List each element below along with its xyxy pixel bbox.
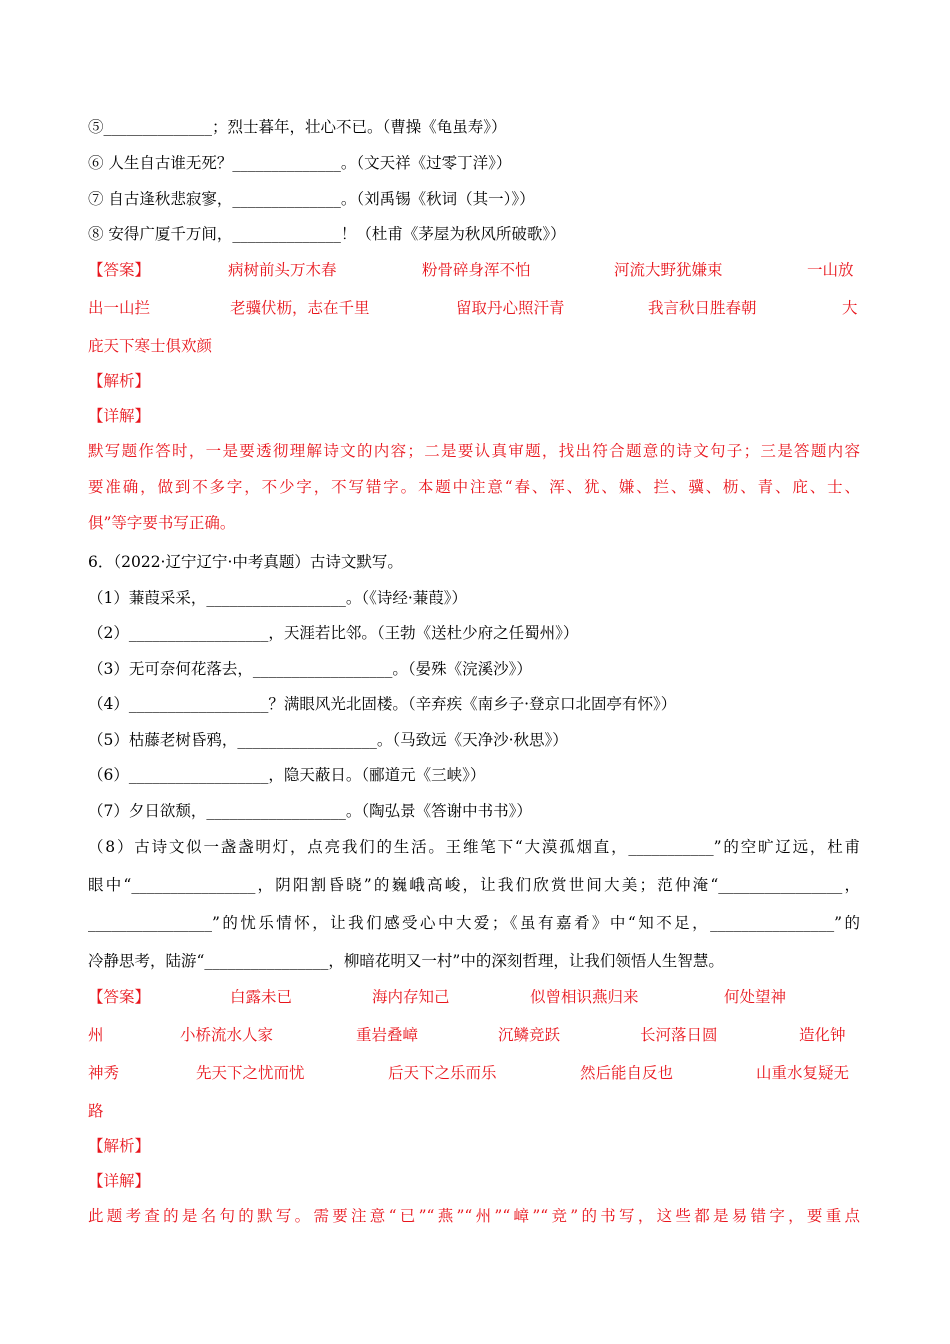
q5-detail-line-1: 默写题作答时，一是要透彻理解诗文的内容；二是要认真审题，找出符合题意的诗文句子；三是答题内容 — [88, 442, 860, 460]
answer-item: 重岩叠嶂 — [356, 1026, 419, 1044]
q5-analysis-label: 【解析】 — [88, 372, 151, 390]
q6-item-2: （2）__________________，天涯若比邻。（王勃《送杜少府之任蜀州》） — [88, 624, 579, 642]
answer-item: 留取丹心照汗青 — [456, 299, 565, 317]
answer-item: 造化钟 — [799, 1026, 846, 1044]
q6-answer-row-2 — [88, 1023, 860, 1047]
q6-item-6: （6）__________________，隐天蔽日。（郦道元《三峡》） — [88, 766, 486, 784]
answer-item: 何处望神 — [724, 988, 787, 1006]
answer-item: 后天下之乐而乐 — [388, 1064, 497, 1082]
q5-item-7: ⑦ 自古逢秋悲寂寥，______________。（刘禹锡《秋词（其一）》） — [88, 190, 535, 208]
q6-item-7: （7）夕日欲颓，__________________。（陶弘景《答谢中书书》） — [88, 802, 532, 820]
q6-item-4: （4）__________________？满眼风光北固楼。（辛弃疾《南乡子·登京口北固亭有怀》） — [88, 695, 677, 713]
answer-item: 路 — [88, 1102, 104, 1120]
answer-item: 出一山拦 — [88, 299, 151, 317]
q5-detail-line-3: 俱”等字要书写正确。 — [88, 514, 236, 532]
q6-item-8-line-1: （8）古诗文似一盏盏明灯，点亮我们的生活。王维笔下“大漠孤烟直，___________”的空旷辽远，杜甫 — [88, 838, 860, 856]
answer-item: 州 — [88, 1026, 104, 1044]
q6-answer-row-1 — [88, 985, 860, 1009]
answer-item: 山重水复疑无 — [756, 1064, 850, 1082]
answer-item: 长河落日圆 — [640, 1026, 718, 1044]
q6-detail-label: 【详解】 — [88, 1172, 151, 1190]
q5-item-6: ⑥ 人生自古谁无死？______________。（文天祥《过零丁洋》） — [88, 154, 512, 172]
q5-item-8: ⑧ 安得广厦千万间，______________！（杜甫《茅屋为秋风所破歌》） — [88, 225, 566, 243]
answer-item: 然后能自反也 — [580, 1064, 674, 1082]
answer-item: 一山放 — [807, 261, 854, 279]
q6-item-8-line-4: 冷静思考，陆游“________________，柳暗花明又一村”中的深刻哲理，让我们领悟人生智慧。 — [88, 952, 724, 970]
answer-item: 先天下之忧而忧 — [196, 1064, 305, 1082]
answer-item: 老骥伏枥，志在千里 — [230, 299, 370, 317]
q6-answer-row-4 — [88, 1099, 860, 1123]
answer-item: 庇天下寒士俱欢颜 — [88, 337, 213, 355]
q5-answer-row-3 — [88, 334, 860, 358]
q6-item-8-line-3: ________________”的忧乐情怀，让我们感受心中大爱；《虽有嘉肴》中“知不足，________________”的 — [88, 914, 860, 932]
q6-answer-row-3 — [88, 1061, 860, 1085]
answer-item: 白露未已 — [230, 988, 293, 1006]
q5-answer-row-2 — [88, 296, 860, 320]
answer-item: 神秀 — [88, 1064, 120, 1082]
q6-item-3: （3）无可奈何花落去，__________________。（晏殊《浣溪沙》） — [88, 660, 532, 678]
q5-answer-row-1 — [88, 258, 860, 282]
q6-item-8-line-2: 眼中“________________，阴阳割昏晓”的巍峨高峻，让我们欣赏世间大美；范仲淹“________________， — [88, 876, 860, 894]
answer-item: 海内存知己 — [372, 988, 450, 1006]
q5-item-5: ⑤______________；烈士暮年，壮心不已。（曹操《龟虽寿》） — [88, 118, 507, 136]
answer-item: 沉鳞竞跃 — [498, 1026, 561, 1044]
q6-item-5: （5）枯藤老树昏鸦，__________________。（马致远《天净沙·秋思》） — [88, 731, 568, 749]
answer-item: 大 — [842, 299, 858, 317]
q5-detail-label: 【详解】 — [88, 407, 151, 425]
answer-item: 病树前头万木春 — [228, 261, 337, 279]
q6-item-1: （1）蒹葭采采，__________________。（《诗经·蒹葭》） — [88, 589, 468, 607]
answer-item: 小桥流水人家 — [180, 1026, 274, 1044]
answer-label: 【答案】 — [88, 988, 151, 1006]
q6-analysis-label: 【解析】 — [88, 1137, 151, 1155]
answer-item: 我言秋日胜春朝 — [648, 299, 757, 317]
answer-item: 似曾相识燕归来 — [530, 988, 639, 1006]
q6-title: 6．（2022·辽宁辽宁·中考真题）古诗文默写。 — [88, 553, 403, 571]
q6-detail-line-1: 此题考查的是名句的默写。需要注意“已”“燕”“州”“嶂”“竞”的书写，这些都是易错字，要重点 — [88, 1207, 860, 1225]
answer-label: 【答案】 — [88, 261, 151, 279]
q5-detail-line-2: 要准确，做到不多字，不少字，不写错字。本题中注意“春、浑、犹、嫌、拦、骥、枥、青、庇、士、 — [88, 478, 860, 496]
answer-item: 河流大野犹嫌束 — [614, 261, 723, 279]
answer-item: 粉骨碎身浑不怕 — [422, 261, 531, 279]
